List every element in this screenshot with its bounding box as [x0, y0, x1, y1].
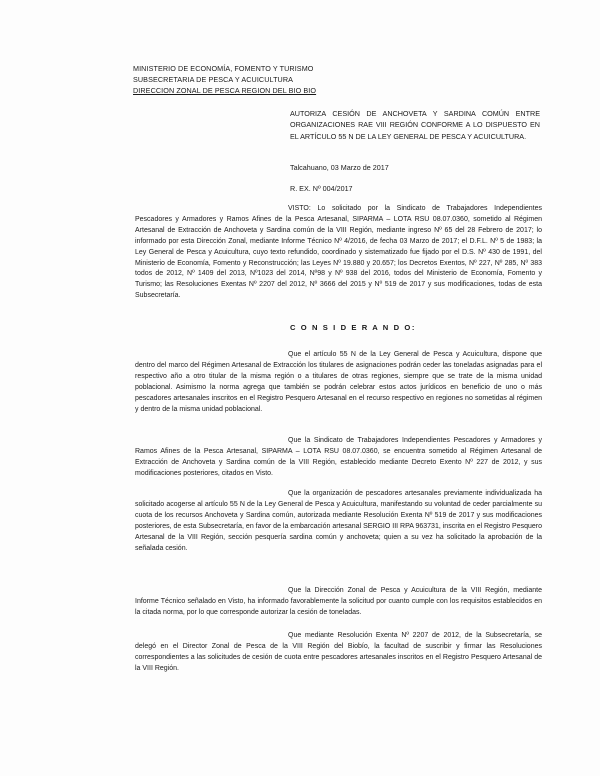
visto-paragraph	[135, 204, 542, 302]
considerando-text: Que el artículo 55 N de la Ley General de Pesca y Acuicultura, dispone que dentro del marco del Régimen Artesanal de Extracción los titulares de asignaciones podrán ceder las toneladas asignadas para el respectivo año a otro titular de la misma región o a titulares de otras regiones, siempre que se trate de la misma unidad poblacional. Asimismo la norma agrega que también se podrán celebrar estos actos jurídicos en beneficio de uno o más pescadores artesanales inscritos en el Registro Pesquero Artesanal en el recurso respectivo en regiones no sometidas al régimen y dentro de la misma unidad poblacional.	[135, 351, 542, 413]
resolution-number: R. EX. Nº 004/2017	[290, 184, 353, 193]
considerando-paragraph-2	[135, 436, 542, 480]
considerando-heading: C O N S I D E R A N D O:	[290, 323, 417, 332]
considerando-text: Que la organización de pescadores artesanales previamente individualizada ha solicitado acogerse al artículo 55 N de la Ley General de Pesca y Acuicultura, manifestando su voluntad de ceder parcialmente su cuota de los recursos Anchoveta y Sardina común, autorizada mediante Resolución Exenta Nº 519 de 2017 y sus modificaciones posteriores, de esta Subsecretaría, en favor de la embarcación artesanal SERGIO III RPA 963731, inscrita en el Registro Pesquero Artesanal de la VIII Región, sección pesquería sardina común y anchoveta; quien a su vez ha solicitado la aprobación de la señalada cesión.	[135, 490, 542, 552]
considerando-paragraph-1	[135, 350, 542, 415]
visto-text: VISTO: Lo solicitado por la Sindicato de Trabajadores Independientes Pescadores y Armadores y Ramos Afines de la Pesca Artesanal, SIPARMA – LOTA RSU 08.07.0360, sometido al Régimen Artesanal de Extracción de Anchoveta y Sardina común de la VIII Región, mediante ingreso Nº 65 del 28 Febrero de 2017; lo informado por esta Dirección Zonal, mediante Informe Técnico Nº 4/2016, de fecha 03 Marzo de 2017; el D.F.L. Nº 5 de 1983; la Ley General de Pesca y Acuicultura, cuyo texto refundido, coordinado y sistematizado fue fijado por el D.S. Nº 430 de 1991, del Ministerio de Economía, Fomento y Reconstrucción; las Leyes Nº 19.880 y 20.657; los Decretos Exentos, Nº 227, Nº 285, Nº 383 todos de 2012, Nº 1409 del 2013, Nº1023 del 2014, Nº98 y Nº 938 del 2016, todos del Ministerio de Economía, Fomento y Turismo; las Resoluciones Exentas Nº 2207 del 2012, Nº 3666 del 2015 y Nº 519 de 2017 y sus modificaciones, todas de esta Subsecretaría.	[135, 205, 542, 300]
ministry-name: MINISTERIO DE ECONOMÍA, FOMENTO Y TURISMO	[133, 64, 314, 73]
considerando-text: Que la Dirección Zonal de Pesca y Acuicultura de la VIII Región, mediante Informe Técnico señalado en Visto, ha informado favorablemente la solicitud por cuanto cumple con los requisitos establecidos en la citada norma, por lo que corresponde autorizar la cesión de toneladas.	[135, 587, 542, 616]
considerando-text: Que la Sindicato de Trabajadores Independientes Pescadores y Armadores y Ramos Afines de la Pesca Artesanal, SIPARMA – LOTA RSU 08.07.0360, se encuentra sometido al Régimen Artesanal de Extracción de Anchoveta y Sardina común de la VIII Región, establecido mediante Decreto Exento Nº 227 de 2012, y sus modificaciones posteriores, citados en Visto.	[135, 437, 542, 477]
considerando-paragraph-5	[135, 631, 542, 675]
resolution-date: Talcahuano, 03 Marzo de 2017	[290, 163, 389, 172]
letterhead	[133, 63, 316, 96]
resolution-subject: AUTORIZA CESIÓN DE ANCHOVETA Y SARDINA COMÚN ENTRE ORGANIZACIONES RAE VIII REGIÓN CONFORME A LO DISPUESTO EN EL ARTÍCULO 55 N DE LA LEY GENERAL DE PESCA Y ACUICULTURA.	[290, 109, 540, 141]
considerando-paragraph-3	[135, 489, 542, 554]
undersecretariat-name: SUBSECRETARIA DE PESCA Y ACUICULTURA	[133, 75, 294, 84]
considerando-text: Que mediante Resolución Exenta Nº 2207 de 2012, de la Subsecretaría, se delegó en el Director Zonal de Pesca de la VIII Región del Biobío, la facultad de suscribir y firmar las Resoluciones correspondientes a las solicitudes de cesión de cuota entre pescadores artesanales inscritos en el Registro Pesquero Artesanal de la VIII Región.	[135, 632, 542, 672]
zonal-directorate-name: DIRECCION ZONAL DE PESCA REGION DEL BIO BIO	[133, 86, 317, 95]
considerando-paragraph-4	[135, 586, 542, 619]
